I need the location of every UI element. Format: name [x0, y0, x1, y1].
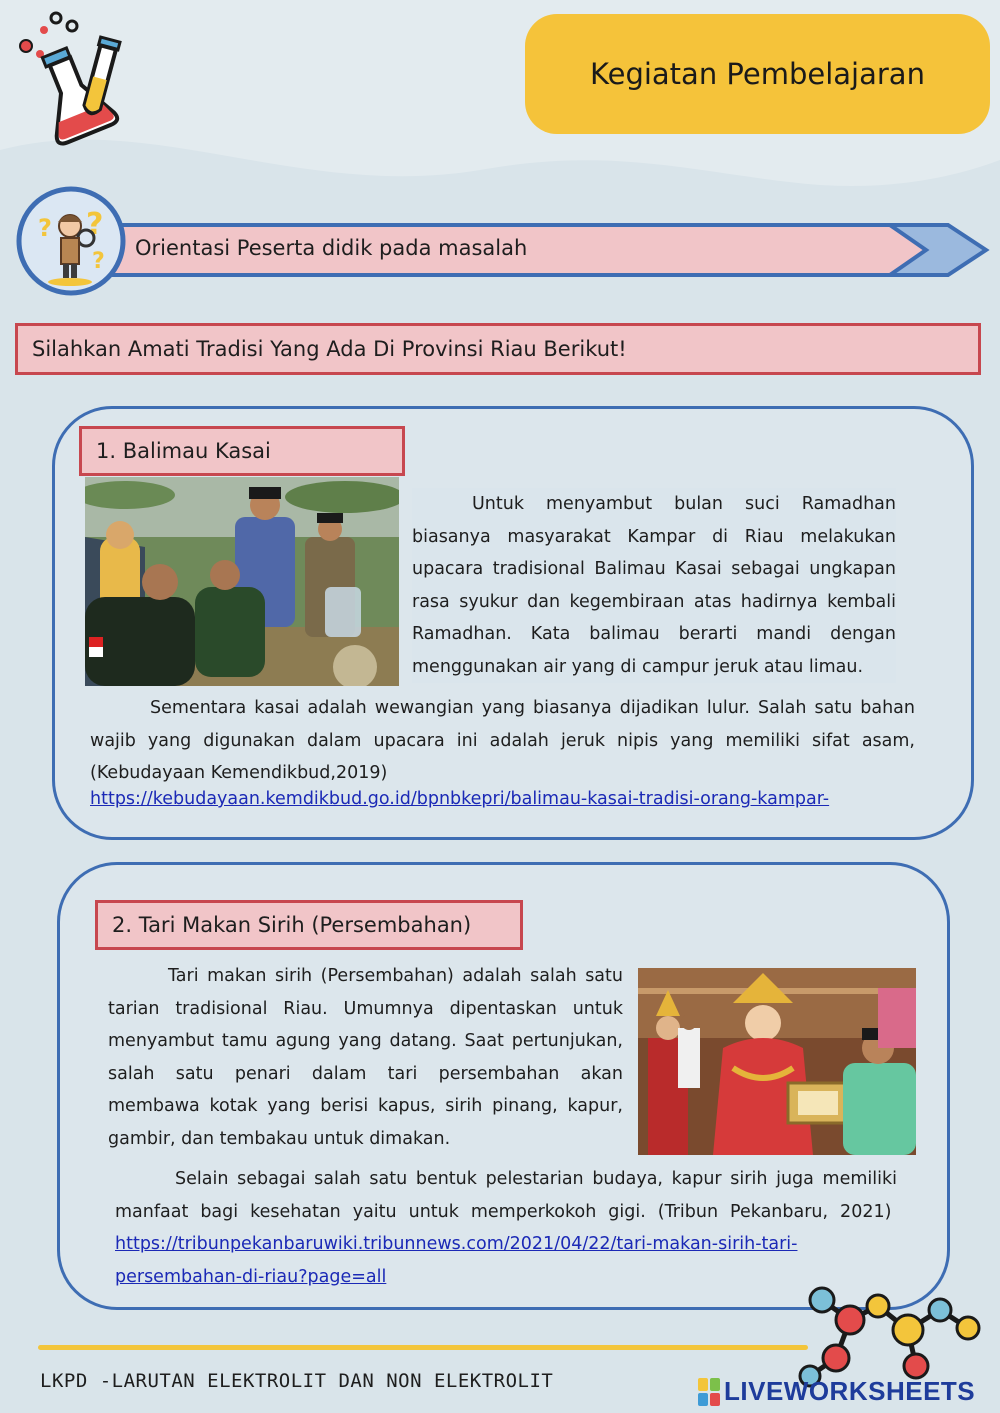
balimau-paragraph-2: Sementara kasai adalah wewangian yang biasanya dijadikan lulur. Salah satu bahan wajib yang digunakan dalam upacara ini adalah jeruk nipis yang memiliki sifat asam, (Kebudayaan Kemendikbud,2019)	[90, 698, 915, 783]
tari-makan-sirih-photo	[638, 968, 916, 1155]
item-title-box	[79, 426, 405, 476]
orientation-title: Orientasi Peserta didik pada masalah	[135, 236, 528, 260]
balimau-paragraph-1: Untuk menyambut bulan suci Ramadhan biasanya masyarakat Kampar di Riau melakukan upacara tradisional Balimau Kasai sebagai ungkapan rasa syukur dan kegembiraan atas hadirnya kembali Ramadhan. Kata balimau berarti mandi dengan menggunakan air yang di campur jeruk atau limau.	[412, 488, 896, 683]
header-title: Kegiatan Pembelajaran	[525, 14, 990, 134]
brand-watermark	[698, 1376, 975, 1407]
footer-divider	[38, 1345, 808, 1350]
liveworksheets-logo-icon	[698, 1378, 720, 1406]
svg-text:?: ?	[86, 207, 104, 242]
instruction-text: Silahkan Amati Tradisi Yang Ada Di Provinsi Riau Berikut!	[32, 337, 627, 361]
tari-source-link[interactable]: https://tribunpekanbaruwiki.tribunnews.com/2021/04/22/tari-makan-sirih-tari-persembahan-di-riau?page=all	[115, 1234, 798, 1287]
footer-title: LKPD -LARUTAN ELEKTROLIT DAN NON ELEKTROLIT	[40, 1370, 554, 1392]
item-title: 2. Tari Makan Sirih (Persembahan)	[112, 913, 472, 937]
instruction-box	[15, 323, 981, 375]
balimau-kasai-photo	[85, 477, 399, 686]
balimau-source-link[interactable]: https://kebudayaan.kemdikbud.go.id/bpnbkepri/balimau-kasai-tradisi-orang-kampar-	[90, 789, 830, 809]
tari-paragraph-2-text: Selain sebagai salah satu bentuk pelestarian budaya, kapur sirih juga memiliki manfaat bagi kesehatan yaitu untuk memperkokoh gigi. (Tribun Pekanbaru, 2021)	[115, 1169, 897, 1222]
svg-text:?: ?	[92, 249, 105, 274]
tari-paragraph-2	[115, 1163, 897, 1293]
tari-paragraph-1: Tari makan sirih (Persembahan) adalah salah satu tarian tradisional Riau. Umumnya dipentaskan untuk menyambut tamu agung yang datang. Saat pertunjukan, salah satu penari dalam tari persembahan akan membawa kotak yang berisi kapus, sirih pinang, kapur, gambir, dan tembakau untuk dimakan.	[108, 966, 623, 1149]
chemistry-flask-icon	[14, 8, 124, 148]
student-inquiry-icon	[16, 186, 126, 296]
svg-text:?: ?	[38, 214, 52, 242]
brand-name: LIVEWORKSHEETS	[724, 1376, 976, 1406]
item-title-box	[95, 900, 523, 950]
item-title: 1. Balimau Kasai	[96, 439, 271, 463]
